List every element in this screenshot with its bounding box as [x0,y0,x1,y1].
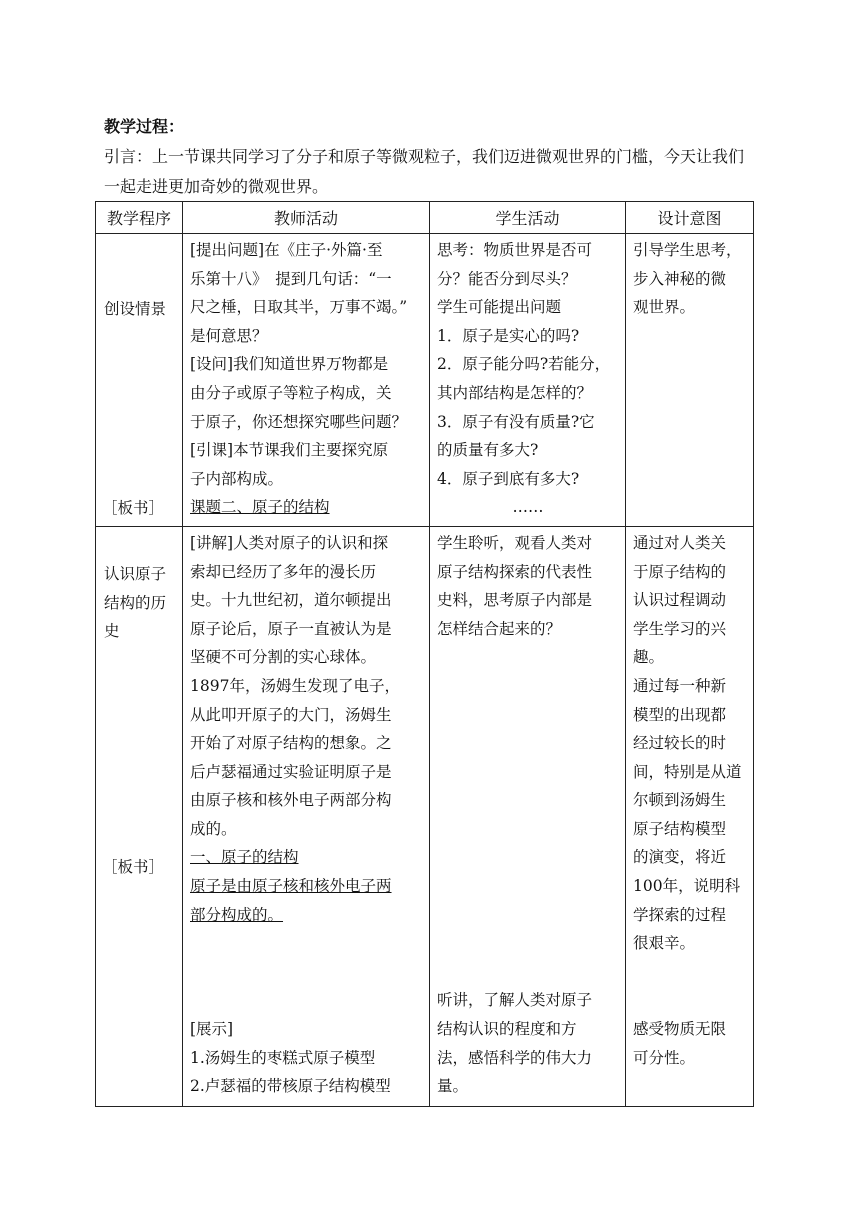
student-line: 分？能否分到尽头？ [437,269,577,288]
teacher-line: 由原子核和核外电子两部分构 [190,791,392,810]
teacher-line: 原子论后，原子一直被认为是 [190,619,392,638]
student-line: 原子结构探索的代表性 [437,562,593,581]
board-line: 一、原子的结构 [190,848,299,867]
teacher-line: [设问]我们知道世界万物都是 [190,355,389,374]
teacher-line: 乐第十八》 提到几句话：“一 [190,269,392,288]
table-header-row [96,202,754,234]
student-line: 学生可能提出问题 [437,298,562,317]
lesson-table [95,201,754,1107]
teacher-line: 索却已经历了多年的漫长历 [190,562,377,581]
row2-stage-cell [96,526,183,1106]
teacher-line: 1897年，汤姆生发现了电子， [190,676,400,695]
intent-line: 学生学习的兴 [633,619,727,638]
student-line: 的质量有多大? [437,441,539,460]
row2-board-label: ［板书］ [102,857,165,876]
intent-line: 经过较长的时 [633,734,727,753]
board-line: 原子是由原子核和核外电子两 [190,877,392,896]
intent-line: 学探索的过程 [633,905,727,924]
row1-teacher-cell [183,234,430,527]
student-line: 1．原子是实心的吗? [437,326,580,345]
row1-student-cell [430,234,626,527]
intent-line: 引导学生思考， [633,241,742,259]
teacher-line: [讲解]人类对原子的认识和探 [190,533,389,552]
student-line: 3．原子有没有质量?它 [437,412,595,431]
intent-line: 可分性。 [633,1048,696,1067]
intent-line: 观世界。 [633,298,696,317]
table-row [96,526,754,1106]
intent-line: 步入神秘的微 [633,269,727,288]
student-line: 4．原子到底有多大? [437,469,580,488]
row2-intent-cell [626,526,754,1106]
teacher-line: 后卢瑟福通过实验证明原子是 [190,762,392,781]
intent-line: 100年，说明科 [633,877,741,896]
teacher-line: 尺之棰，日取其半，万事不竭。” [190,298,408,317]
header-student: 学生活动 [430,202,626,234]
intent-line: 间，特别是从道 [633,762,742,781]
student-line: 量。 [437,1077,469,1096]
student-line: 怎样结合起来的？ [437,619,562,638]
table-row [96,234,754,527]
teacher-line: 成的。 [190,819,237,838]
teacher-line: 开始了对原子结构的想象。之 [190,734,392,753]
student-line: 听讲，了解人类对原子 [437,991,593,1010]
teacher-line: 是何意思？ [190,326,268,345]
intent-line: 认识过程调动 [633,591,727,610]
section-heading: 教学过程： [104,117,185,136]
intro-paragraph: 引言：上一节课共同学习了分子和原子等微观粒子，我们迈进微观世界的门槛，今天让我们一起走进更加奇妙的微观世界。 [104,147,745,196]
intent-line: 的演变，将近 [633,848,727,867]
intent-line: 原子结构模型 [633,819,727,838]
stage-line: 史 [104,622,120,641]
student-line: 史料，思考原子内部是 [437,591,593,610]
intent-line: 于原子结构的 [633,562,727,581]
row2-student-cell [430,526,626,1106]
student-line: 思考：物质世界是否可 [437,241,593,259]
intent-line: 趣。 [633,648,665,667]
student-ellipsis: …… [512,498,544,517]
intent-line: 很艰辛。 [633,934,696,953]
student-line: 其内部结构是怎样的？ [437,383,593,402]
row1-stage: 创设情景 [104,300,167,318]
student-line: 2．原子能分吗?若能分， [437,355,611,374]
intent-line: 尔顿到汤姆生 [633,791,727,810]
student-line: 结构认识的程度和方 [437,1019,577,1038]
show-line: [展示] [190,1020,234,1039]
intent-line: 感受物质无限 [633,1020,727,1039]
teacher-line: 史。十九世纪初，道尔顿提出 [190,591,392,610]
header-intent: 设计意图 [626,202,754,234]
show-line: 1.汤姆生的枣糕式原子模型 [190,1048,376,1067]
header-teacher: 教师活动 [183,202,430,234]
stage-line: 结构的历 [104,593,167,612]
row2-teacher-cell [183,526,430,1106]
teacher-line: 坚硬不可分割的实心球体。 [190,648,377,667]
teacher-line: 从此叩开原子的大门，汤姆生 [190,705,392,724]
row1-board-label: ［板书］ [102,499,165,517]
show-line: 2.卢瑟福的带核原子结构模型 [190,1077,391,1096]
intent-line: 通过对人类关 [633,533,727,552]
row2-stage [104,560,166,646]
student-line: 学生聆听，观看人类对 [437,533,593,552]
teacher-line: 由分子或原子等粒子构成，关 [190,383,392,402]
board-line: 部分构成的。 [190,905,284,924]
teacher-line: 于原子，你还想探究哪些问题？ [190,412,408,431]
teacher-line: [引课]本节课我们主要探究原 [190,441,389,460]
row1-stage-cell [96,234,183,527]
teacher-line: 子内部构成。 [190,469,284,488]
board-title: 课题二、原子的结构 [190,498,330,517]
intent-line: 模型的出现都 [633,705,727,724]
teacher-line: [提出问题]在《庄子·外篇·至 [190,241,383,259]
header-stage: 教学程序 [96,202,183,234]
student-line: 法，感悟科学的伟大力 [437,1048,593,1067]
intent-line: 通过每一种新 [633,676,727,695]
stage-line: 认识原子 [104,564,167,583]
row1-intent-cell [626,234,754,527]
